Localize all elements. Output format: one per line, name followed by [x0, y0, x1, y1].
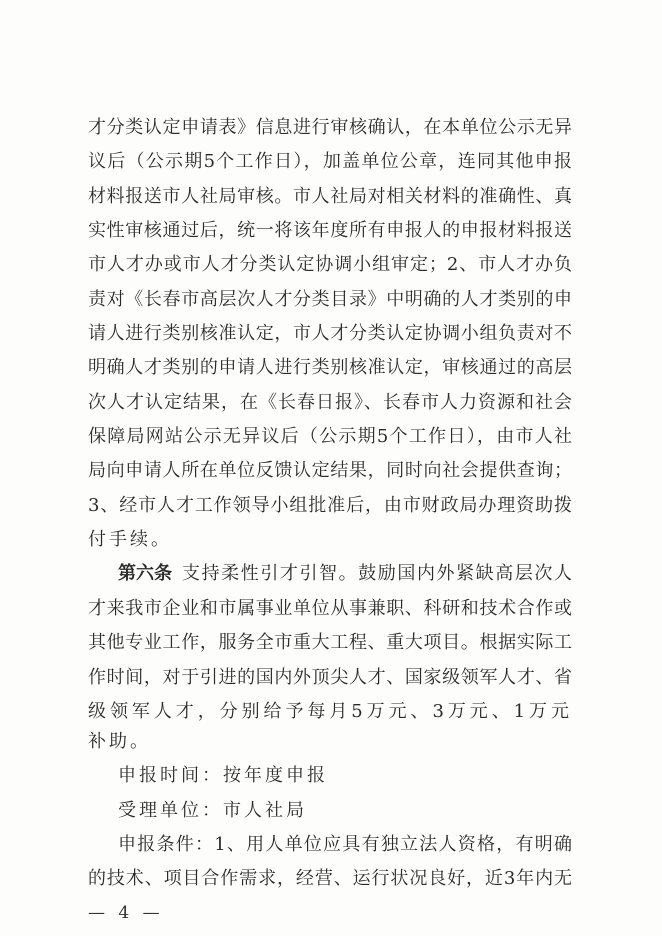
text-line: 付手续。: [88, 529, 172, 551]
conditions-line: 申报条件：1、用人单位应具有独立法人资格，有明确: [118, 833, 572, 855]
text-line: 级领军人才，分别给予每月5万元、3万元、1万元补助。: [88, 700, 572, 752]
text-line: 议后（公示期5个工作日），加盖单位公章，连同其他申报: [88, 151, 572, 173]
article-heading: 第六条: [118, 563, 172, 585]
text-line: 实性审核通过后，统一将该年度所有申报人的申报材料报送: [88, 220, 572, 242]
accepting-unit: 受理单位：市人社局: [118, 799, 307, 821]
article-text: 支持柔性引才引智。鼓励国内外紧缺高层次人: [182, 563, 572, 585]
text-line: 材料报送市人社局审核。市人社局对相关材料的准确性、真: [88, 185, 572, 207]
text-line: 局向申请人所在单位反馈认定结果，同时向社会提供查询；: [88, 460, 572, 482]
text-line: 作时间，对于引进的国内外顶尖人才、国家级领军人才、省: [88, 666, 572, 688]
text-line: 市人才办或市人才分类认定协调小组审定；2、市人才办负: [88, 254, 572, 276]
text-line: 次人才认定结果，在《长春日报》、长春市人力资源和社会: [88, 391, 572, 413]
page-number: — 4 —: [88, 902, 164, 923]
text-line: 保障局网站公示无异议后（公示期5个工作日），由市人社: [88, 426, 572, 448]
text-line: 3、经市人才工作领导小组批准后，由市财政局办理资助拨: [88, 494, 572, 516]
text-line: 请人进行类别核准认定，市人才分类认定协调小组负责对不: [88, 323, 572, 345]
text-line: 才来我市企业和市属事业单位从事兼职、科研和技术合作或: [88, 597, 572, 619]
text-line: 其他专业工作，服务全市重大工程、重大项目。根据实际工: [88, 632, 572, 654]
text-line: 明确人才类别的申请人进行类别核准认定，审核通过的高层: [88, 357, 572, 379]
text-line: 才分类认定申请表》信息进行审核确认，在本单位公示无异: [88, 117, 572, 138]
body-text: [88, 113, 572, 925]
article-6-first-line: [88, 559, 572, 593]
article-6-body: [88, 594, 572, 761]
paragraph-continuation: [88, 113, 572, 559]
conditions-line: 的技术、项目合作需求，经营、运行状况良好，近3年内无: [88, 868, 572, 890]
apply-time: 申报时间：按年度申报: [118, 765, 328, 787]
text-line: 责对《长春市高层次人才分类目录》中明确的人才类别的申: [88, 288, 572, 310]
